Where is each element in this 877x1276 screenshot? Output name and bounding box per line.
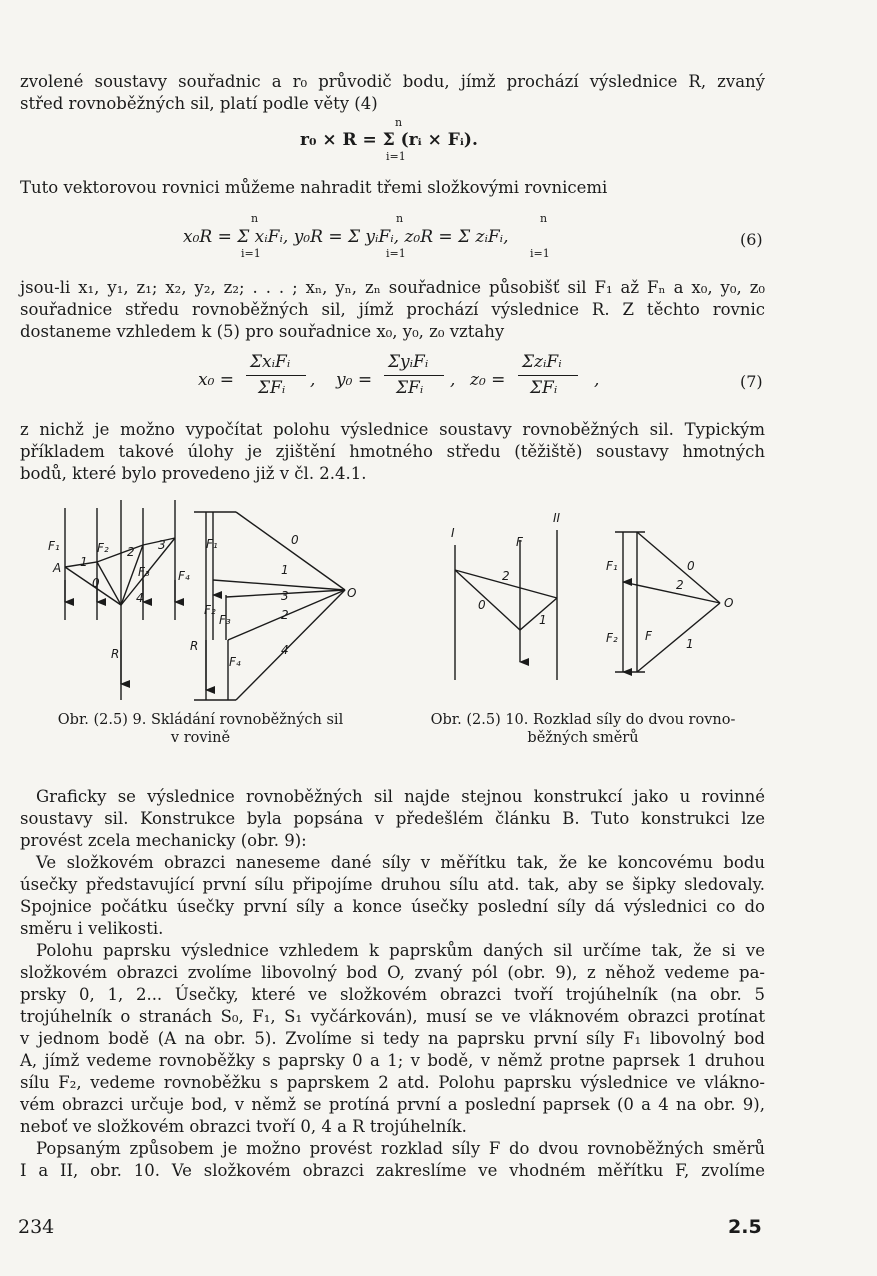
text-line: I a II, obr. 10. Ve složkovém obrazci zakreslíme ve vhodném měřítku F, zvolíme	[20, 1161, 765, 1180]
eq7-x-lhs: x₀ =	[198, 370, 235, 390]
eq6-sum-lower: i=1	[241, 247, 261, 260]
text-line: složkovém obrazci zvolíme libovolný bod O, zvaný pól (obr. 9), z něhož vedeme pa-	[20, 963, 765, 982]
equation-number-6: (6)	[740, 230, 763, 249]
svg-text:2: 2	[281, 608, 289, 622]
caption-line: v rovině	[170, 730, 231, 746]
text-line: Popsaným způsobem je možno provést rozklad síly F do dvou rovnoběžných směrů	[36, 1139, 765, 1158]
svg-text:F₁: F₁	[606, 559, 618, 573]
text-line: Ve složkovém obrazci naneseme dané síly v měřítku tak, že ke koncovému bodu	[36, 853, 765, 872]
label-f1: F₁	[48, 539, 60, 553]
text-line: Polohu paprsku výslednice vzhledem k paprskům daných sil určíme tak, že si ve	[36, 941, 765, 960]
ray-0	[236, 512, 345, 590]
eq7-z-denominator: ΣFᵢ	[530, 378, 558, 398]
caption-line: Obr. (2.5) 10. Rozklad síly do dvou rovno-	[430, 712, 736, 728]
text-line: neboť ve složkovém obrazci tvoří 0, 4 a R trojúhelník.	[20, 1117, 467, 1136]
eq7-x-numerator: ΣxᵢFᵢ	[250, 352, 291, 372]
figure-9-caption	[18, 711, 383, 747]
text-line: trojúhelník o stranách S₀, F₁, S₁ vyčárkován), musí se ve vláknovém obrazci protínat	[20, 1007, 765, 1026]
figure-10	[455, 530, 720, 680]
figure-9-labels	[48, 533, 356, 669]
svg-text:F₃: F₃	[219, 613, 231, 627]
label-1: 1	[80, 555, 88, 569]
svg-text:F₂: F₂	[204, 603, 216, 617]
text-line: v jednom bodě (A na obr. 5). Zvolíme si tedy na paprsku první síly F₁ libovolný bod	[20, 1029, 765, 1048]
eq7-y-numerator: ΣyᵢFᵢ	[388, 352, 429, 372]
svg-text:0: 0	[291, 533, 299, 547]
text-line: sílu F₂, vedeme rovnoběžku s paprskem 2 atd. Polohu paprsku výslednice ve vlákno-	[20, 1073, 765, 1092]
text-line: směru i velikosti.	[20, 919, 164, 938]
svg-text:I: I	[451, 526, 455, 540]
label-a: A	[53, 561, 62, 575]
eq7-separator: ,	[450, 370, 456, 390]
equation-4: r₀ × R = Σ (rᵢ × Fᵢ).	[300, 130, 478, 150]
svg-text:1: 1	[281, 563, 289, 577]
text-line: Spojnice počátku úsečky první síly a konce úsečky poslední síly dá výslednici co do	[20, 897, 765, 916]
eq6-sum-upper: n	[251, 212, 259, 225]
text-line: vém obrazci určuje bod, v němž se protíná první a poslední paprsek (0 a 4 na obr. 9),	[20, 1095, 765, 1114]
text-line: úsečky představující první sílu připojíme druhou sílu atd. tak, aby se šipky sledovaly.	[20, 875, 765, 894]
text-line: zvolené soustavy souřadnic a r₀ průvodič bodu, jímž prochází výslednice R, zvaný	[20, 72, 765, 91]
text-line: příkladem takové úlohy je zjištění hmotného středu (těžiště) soustavy hmotných	[20, 442, 765, 461]
page-number: 234	[18, 1216, 55, 1238]
eq4-sum-upper: n	[395, 116, 403, 129]
figure-10-caption	[398, 711, 768, 747]
svg-text:R: R	[190, 639, 199, 653]
svg-text:0: 0	[687, 559, 695, 573]
ray-4	[236, 590, 345, 700]
svg-text:II: II	[553, 511, 561, 525]
svg-text:4: 4	[136, 591, 144, 605]
figure-9	[65, 500, 345, 700]
svg-text:F₄: F₄	[229, 655, 241, 669]
eq7-y-lhs: y₀ =	[336, 370, 373, 390]
svg-text:O: O	[347, 586, 357, 600]
ray-1	[213, 580, 345, 590]
eq6-sum-upper: n	[396, 212, 404, 225]
eq6-sum-upper: n	[540, 212, 548, 225]
text-line: z nichž je možno vypočítat polohu výslednice soustavy rovnoběžných sil. Typickým	[20, 420, 765, 439]
text-line: soustavy sil. Konstrukce byla popsána v předešlém článku B. Tuto konstrukci lze	[20, 809, 765, 828]
equation-number-7: (7)	[740, 372, 763, 391]
eq7-x-denominator: ΣFᵢ	[258, 378, 286, 398]
svg-text:3: 3	[281, 589, 289, 603]
eq7-y-denominator: ΣFᵢ	[396, 378, 424, 398]
equation-6: x₀R = Σ xᵢFᵢ, y₀R = Σ yᵢFᵢ, z₀R = Σ zᵢFᵢ,	[183, 227, 509, 247]
svg-text:O: O	[724, 596, 734, 610]
eq7-separator: ,	[310, 370, 316, 390]
text-line: dostaneme vzhledem k (5) pro souřadnice x₀, y₀, z₀ vztahy	[20, 322, 505, 341]
svg-text:R: R	[111, 647, 120, 661]
svg-text:F₃: F₃	[138, 565, 150, 579]
svg-text:2: 2	[127, 545, 135, 559]
text-line: prsky 0, 1, 2... Úsečky, které ve složkovém obrazci tvoří trojúhelník (na obr. 5	[20, 985, 765, 1004]
eq7-z-lhs: z₀ =	[470, 370, 506, 390]
eq4-sum-lower: i=1	[386, 150, 406, 163]
text-line: jsou-li x₁, y₁, z₁; x₂, y₂, z₂; . . . ; xₙ, yₙ, zₙ souřadnice působišť sil F₁ až Fₙ a x₀, y₀, z₀	[20, 278, 765, 297]
svg-text:F₂: F₂	[606, 631, 618, 645]
eq6-sum-lower: i=1	[386, 247, 406, 260]
text-line: bodů, které bylo provedeno již v čl. 2.4.1.	[20, 464, 367, 483]
svg-text:F₁: F₁	[206, 537, 218, 551]
eq6-sum-lower: i=1	[530, 247, 550, 260]
svg-text:1: 1	[539, 613, 547, 627]
text-line: A, jímž vedeme rovnoběžky s paprsky 0 a 1; v bodě, v němž protne paprsek 1 druhou	[20, 1051, 765, 1070]
svg-text:1: 1	[686, 637, 694, 651]
svg-text:2: 2	[676, 578, 684, 592]
text-line: Tuto vektorovou rovnici můžeme nahradit třemi složkovými rovnicemi	[20, 178, 608, 197]
svg-text:F₄: F₄	[178, 569, 190, 583]
section-number: 2.5	[728, 1216, 762, 1238]
text-line: provést zcela mechanicky (obr. 9):	[20, 831, 307, 850]
text-line: Graficky se výslednice rovnoběžných sil najde stejnou konstrukcí jako u rovinné	[36, 787, 765, 806]
svg-text:3: 3	[158, 538, 166, 552]
svg-text:0: 0	[92, 576, 100, 590]
svg-text:F₂: F₂	[97, 541, 109, 555]
svg-text:4: 4	[281, 643, 289, 657]
svg-text:2: 2	[502, 569, 510, 583]
svg-text:0: 0	[478, 598, 486, 612]
text-line: souřadnice středu rovnoběžných sil, jímž prochází výslednice R. Z těchto rovnic	[20, 300, 765, 319]
caption-line: Obr. (2.5) 9. Skládání rovnoběžných sil	[57, 712, 344, 728]
eq7-separator: ,	[594, 370, 600, 390]
eq7-z-numerator: ΣzᵢFᵢ	[522, 352, 562, 372]
svg-text:F: F	[516, 535, 523, 549]
svg-text:F: F	[645, 629, 652, 643]
caption-line: běžných směrů	[527, 730, 639, 746]
text-line: střed rovnoběžných sil, platí podle věty (4)	[20, 94, 378, 113]
